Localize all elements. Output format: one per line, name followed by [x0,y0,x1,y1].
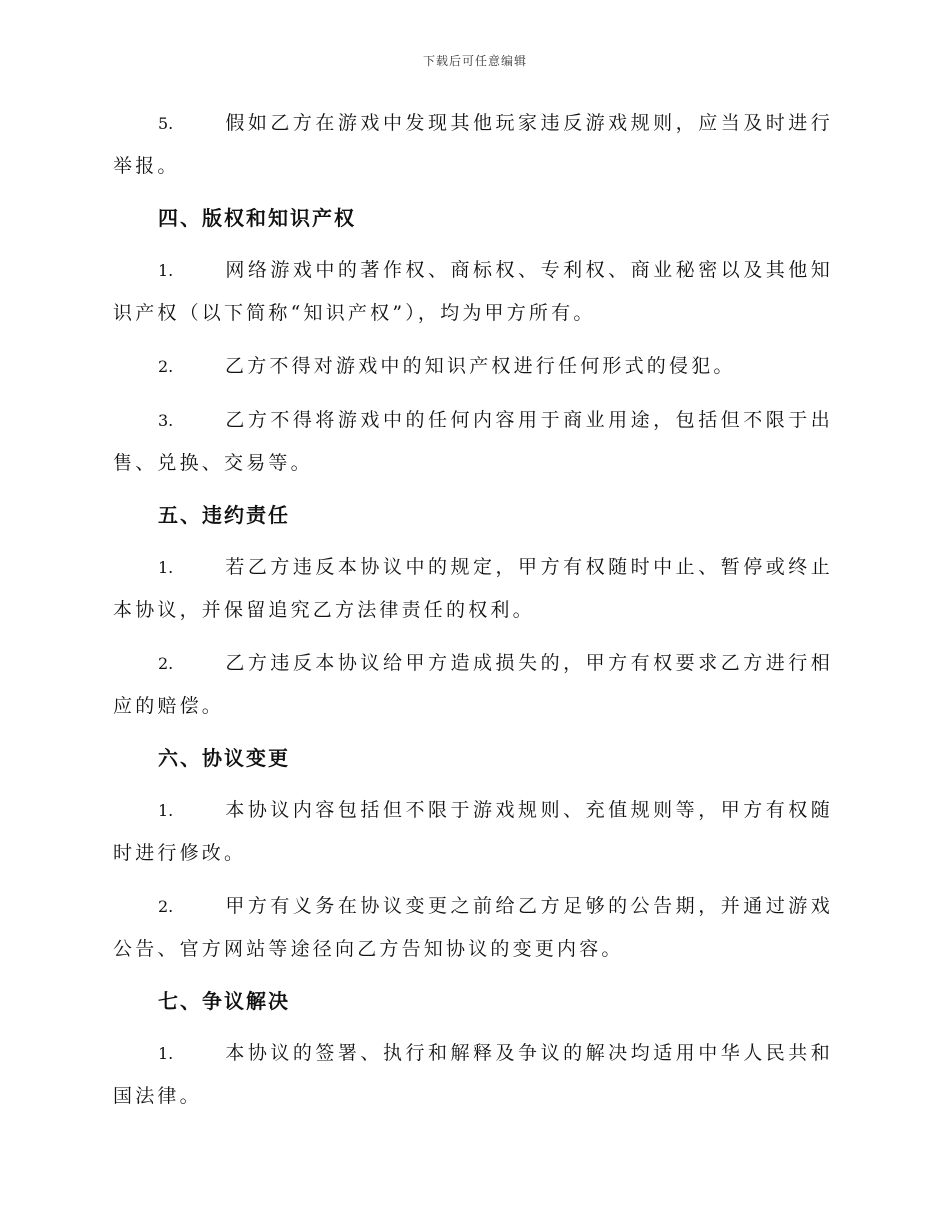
clause-text: 乙方违反本协议给甲方造成损失的，甲方有权要求乙方进行相应的赔偿。 [113,652,833,717]
section-heading-6: 六、协议变更 [158,746,290,770]
section-heading-7: 七、争议解决 [158,989,290,1013]
clause-number: 1. [158,1044,174,1063]
clause-text: 本协议的签署、执行和解释及争议的解决均适用中华人民共和国法律。 [113,1042,833,1107]
clause-text: 假如乙方在游戏中发现其他玩家违反游戏规则，应当及时进行举报。 [113,112,833,177]
section-heading-4: 四、版权和知识产权 [158,206,356,230]
clause-5-1 [113,546,833,631]
clause-number: 1. [158,558,174,577]
clause-5-2 [113,642,833,727]
clause-3-5 [113,102,833,187]
clause-6-2 [113,885,833,970]
clause-number: 2. [158,357,174,376]
clause-number: 1. [158,261,174,280]
page-header: 下载后可任意编辑 [422,54,527,68]
clause-number: 2. [158,897,174,916]
clause-6-1 [113,789,833,874]
section-heading-5: 五、违约责任 [158,503,290,527]
clause-text: 本协议内容包括但不限于游戏规则、充值规则等，甲方有权随时进行修改。 [113,799,833,864]
clause-4-2 [113,345,833,388]
clause-7-1 [113,1032,833,1117]
document-body [113,102,833,1128]
clause-text: 乙方不得将游戏中的任何内容用于商业用途，包括但不限于出售、兑换、交易等。 [113,409,833,474]
clause-number: 1. [158,801,174,820]
clause-text: 若乙方违反本协议中的规定，甲方有权随时中止、暂停或终止本协议，并保留追究乙方法律责任的权利。 [113,556,833,621]
clause-text: 甲方有义务在协议变更之前给乙方足够的公告期，并通过游戏公告、官方网站等途径向乙方告知协议的变更内容。 [113,895,833,960]
clause-4-1 [113,249,833,334]
clause-4-3 [113,399,833,484]
clause-number: 3. [158,411,174,430]
clause-text: 乙方不得对游戏中的知识产权进行任何形式的侵犯。 [225,355,736,377]
clause-number: 5. [158,114,174,133]
clause-text: 网络游戏中的著作权、商标权、专利权、商业秘密以及其他知识产权（以下简称“知识产权”），均为甲方所有。 [113,259,833,324]
clause-number: 2. [158,654,174,673]
